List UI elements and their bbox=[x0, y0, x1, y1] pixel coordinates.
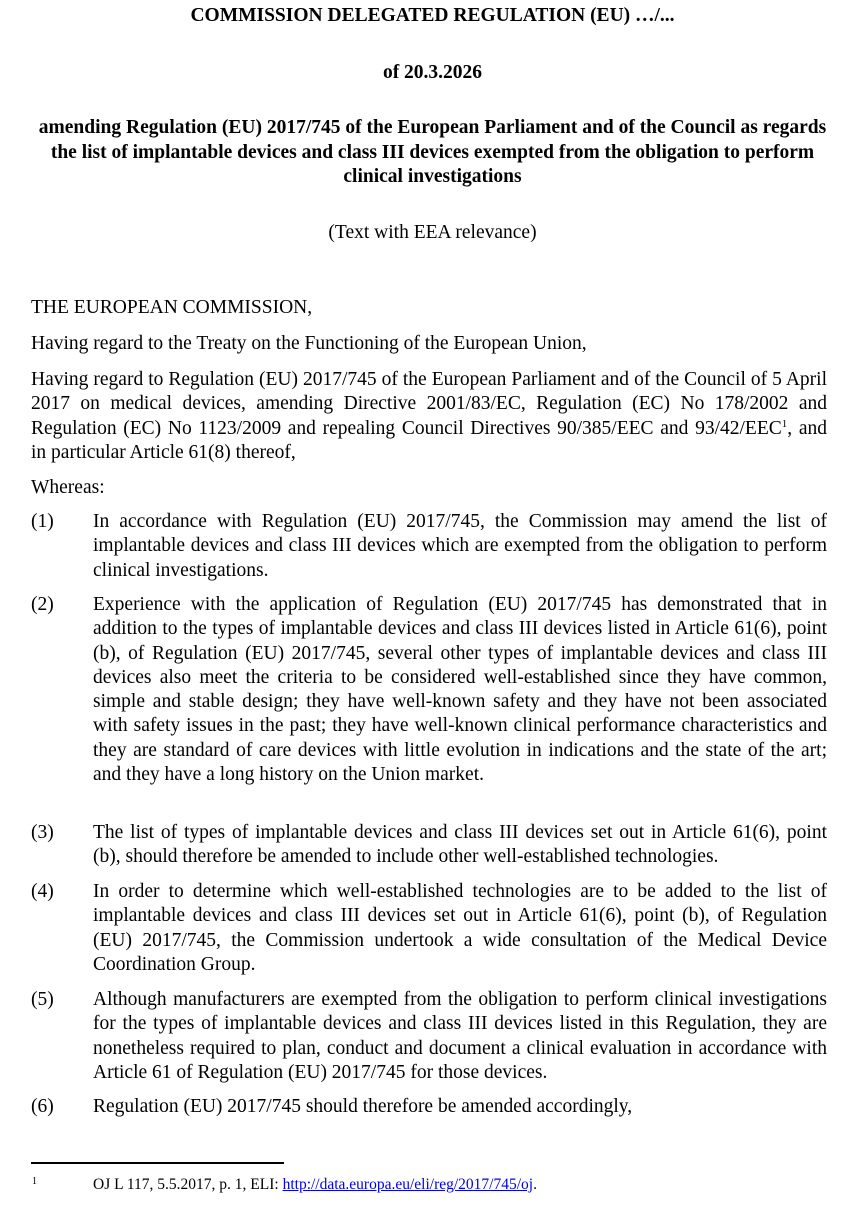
recital-number: (5) bbox=[31, 989, 54, 1010]
regulation-reference-text-end: , and in particular Article 61(8) thereof, bbox=[31, 417, 827, 463]
institution-line: THE EUROPEAN COMMISSION, bbox=[31, 297, 313, 318]
whereas-label: Whereas: bbox=[31, 477, 105, 498]
recital-6 bbox=[31, 1095, 827, 1119]
footnote-number: 1 bbox=[32, 1176, 37, 1187]
footnote-separator bbox=[31, 1162, 284, 1164]
recital-5 bbox=[31, 988, 827, 1085]
regulation-reference bbox=[31, 368, 827, 465]
recital-4 bbox=[31, 880, 827, 977]
recital-text: Although manufacturers are exempted from the obligation to perform clinical investigations for the types of implantable devices and class III devices listed in this Regulation, they are nonetheless required to plan, conduct and document a clinical evaluation in accordance with Article 61 of Regulation (EU) 2017/745 for those devices. bbox=[93, 989, 827, 1083]
recital-number: (1) bbox=[31, 511, 54, 532]
recital-number: (6) bbox=[31, 1096, 54, 1117]
recital-number: (2) bbox=[31, 594, 54, 615]
document-date: of 20.3.2026 bbox=[382, 62, 483, 83]
eli-link[interactable]: http://data.europa.eu/eli/reg/2017/745/oj bbox=[282, 1176, 534, 1193]
document-title: COMMISSION DELEGATED REGULATION (EU) …/... bbox=[190, 5, 675, 26]
recital-text: Regulation (EU) 2017/745 should therefore be amended accordingly, bbox=[93, 1096, 633, 1117]
recital-text: In order to determine which well-established technologies are to be added to the list of implantable devices and class III devices set out in Article 61(6), point (b), of Regulation (EU) 2017/745, the Commission undertook a wide consultation of the Medical Device Coordination Group. bbox=[93, 881, 827, 975]
recital-1 bbox=[31, 510, 827, 583]
footnote-marker[interactable]: 1 bbox=[781, 417, 788, 430]
eea-relevance-note: (Text with EEA relevance) bbox=[328, 222, 537, 243]
recital-text: In accordance with Regulation (EU) 2017/745, the Commission may amend the list of implantable devices and class III devices which are exempted from the obligation to perform clinical investigations. bbox=[93, 511, 827, 581]
footnote-end: . bbox=[533, 1176, 537, 1193]
regulation-reference-text: Having regard to Regulation (EU) 2017/745 of the European Parliament and of the Council of 5 April 2017 on medical devices, amending Directive 2001/83/EC, Regulation (EC) No 178/2002 and Regulation (EC) No 1123/2009 and repealing Council Directives 90/385/EEC and 93/42/EEC bbox=[31, 369, 827, 439]
document-subtitle: amending Regulation (EU) 2017/745 of the European Parliament and of the Council as regards the list of implantable devices and class III devices exempted from the obligation to perform clinical investigations bbox=[38, 117, 827, 187]
recital-number: (3) bbox=[31, 822, 54, 843]
recital-text: The list of types of implantable devices and class III devices set out in Article 61(6), point (b), should therefore be amended to include other well-established technologies. bbox=[93, 822, 827, 868]
treaty-reference: Having regard to the Treaty on the Functioning of the European Union, bbox=[31, 333, 587, 354]
footnote-1 bbox=[31, 1175, 831, 1195]
recital-2 bbox=[31, 593, 827, 787]
recital-text: Experience with the application of Regulation (EU) 2017/745 has demonstrated that in addition to the types of implantable devices and class III devices listed in Article 61(6), point (b), of Regulation (EU) 2017/745, several other types of implantable devices and class III devices also meet the criteria to be considered well-established since they have common, simple and stable design; they have well-known safety and they have not been associated with safety issues in the past; they have well-known clinical performance characteristics and they are standard of care devices with little evolution in indications and the state of the art; and they have a long history on the Union market. bbox=[93, 594, 827, 786]
footnote-text: OJ L 117, 5.5.2017, p. 1, ELI: bbox=[93, 1176, 283, 1193]
recital-number: (4) bbox=[31, 881, 54, 902]
recital-3 bbox=[31, 821, 827, 870]
